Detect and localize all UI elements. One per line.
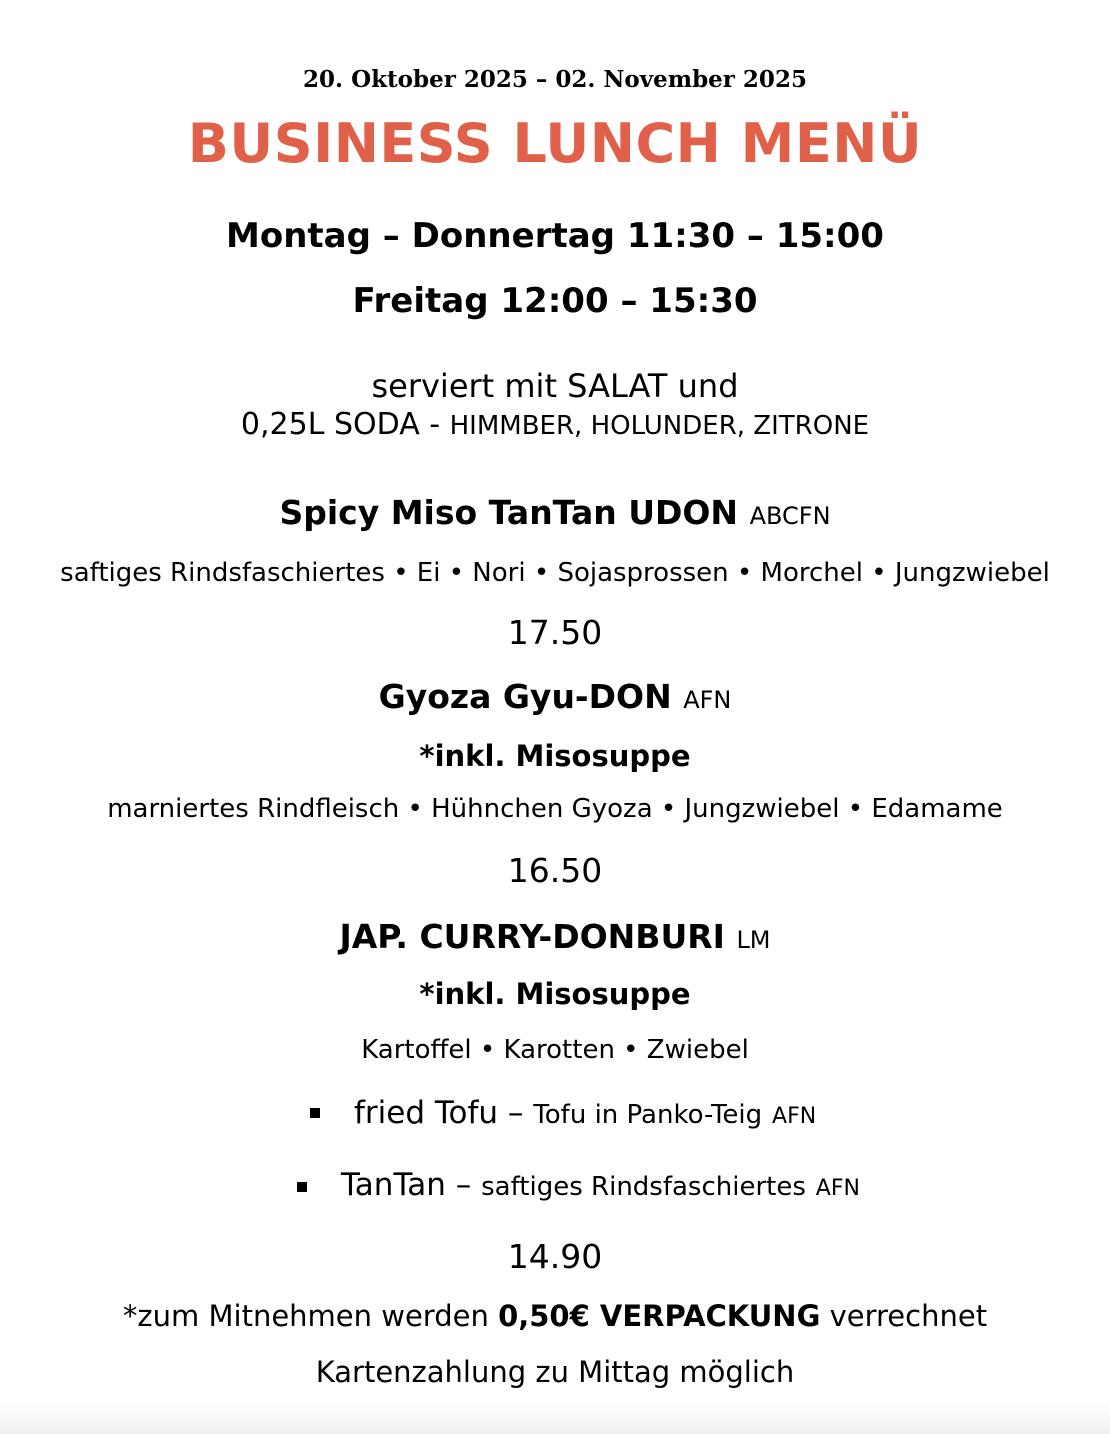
date-range: 20. Oktober 2025 – 02. November 2025 xyxy=(303,66,807,93)
hours-weekdays: Montag – Donnertag 11:30 – 15:00 xyxy=(226,216,884,256)
hours-friday: Freitag 12:00 – 15:30 xyxy=(352,281,758,321)
dish-price: 16.50 xyxy=(507,851,603,890)
soda-label: 0,25L SODA - xyxy=(240,407,450,442)
dish-note: *inkl. Misosuppe xyxy=(419,739,691,773)
soda-flavors: HIMMBER, HOLUNDER, ZITRONE xyxy=(449,411,870,441)
option-description: Tofu in Panko-Teig xyxy=(533,1100,763,1130)
option-name: TanTan xyxy=(341,1167,446,1203)
dish-note: *inkl. Misosuppe xyxy=(419,977,691,1011)
soda-line xyxy=(0,407,1110,442)
dish-title: JAP. CURRY-DONBURI xyxy=(339,917,725,956)
square-bullet-icon xyxy=(297,1182,307,1192)
option-dash: – xyxy=(445,1167,482,1203)
option-description: saftiges Rindsfaschiertes xyxy=(481,1172,806,1202)
square-bullet-icon xyxy=(310,1108,320,1118)
takeaway-suffix: verrechnet xyxy=(820,1299,988,1333)
dish-title: Gyoza Gyu-DON xyxy=(378,677,672,716)
option-item xyxy=(354,1095,817,1131)
takeaway-note xyxy=(0,1299,1110,1333)
takeaway-prefix: *zum Mitnehmen werden xyxy=(122,1299,499,1333)
dish-price: 17.50 xyxy=(507,613,603,652)
allergen-codes: AFN xyxy=(772,1104,817,1129)
dish-description: marniertes Rindfleisch • Hühnchen Gyoza • Jungzwiebel • Edamame xyxy=(107,794,1003,824)
dish-name xyxy=(0,677,1110,716)
option-dash: – xyxy=(498,1095,534,1131)
allergen-codes: ABCFN xyxy=(749,502,831,530)
menu-title: BUSINESS LUNCH MENÜ xyxy=(187,112,923,175)
dish-name xyxy=(0,493,1110,532)
dish-description: saftiges Rindsfaschiertes • Ei • Nori • Sojasprossen • Morchel • Jungzwiebel xyxy=(60,558,1050,588)
card-payment-note: Kartenzahlung zu Mittag möglich xyxy=(315,1355,795,1389)
option-item xyxy=(341,1167,860,1203)
allergen-codes: LM xyxy=(736,926,771,954)
dish-title: Spicy Miso TanTan UDON xyxy=(279,493,739,532)
dish-description: Kartoffel • Karotten • Zwiebel xyxy=(361,1035,749,1065)
dish-name xyxy=(0,917,1110,956)
allergen-codes: AFN xyxy=(683,686,732,714)
option-name: fried Tofu xyxy=(354,1095,499,1131)
allergen-codes: AFN xyxy=(815,1176,860,1201)
served-with-line: serviert mit SALAT und xyxy=(371,367,739,405)
dish-price: 14.90 xyxy=(507,1237,603,1276)
packaging-fee: 0,50€ VERPACKUNG xyxy=(498,1299,821,1333)
bottom-shade xyxy=(0,1404,1110,1434)
